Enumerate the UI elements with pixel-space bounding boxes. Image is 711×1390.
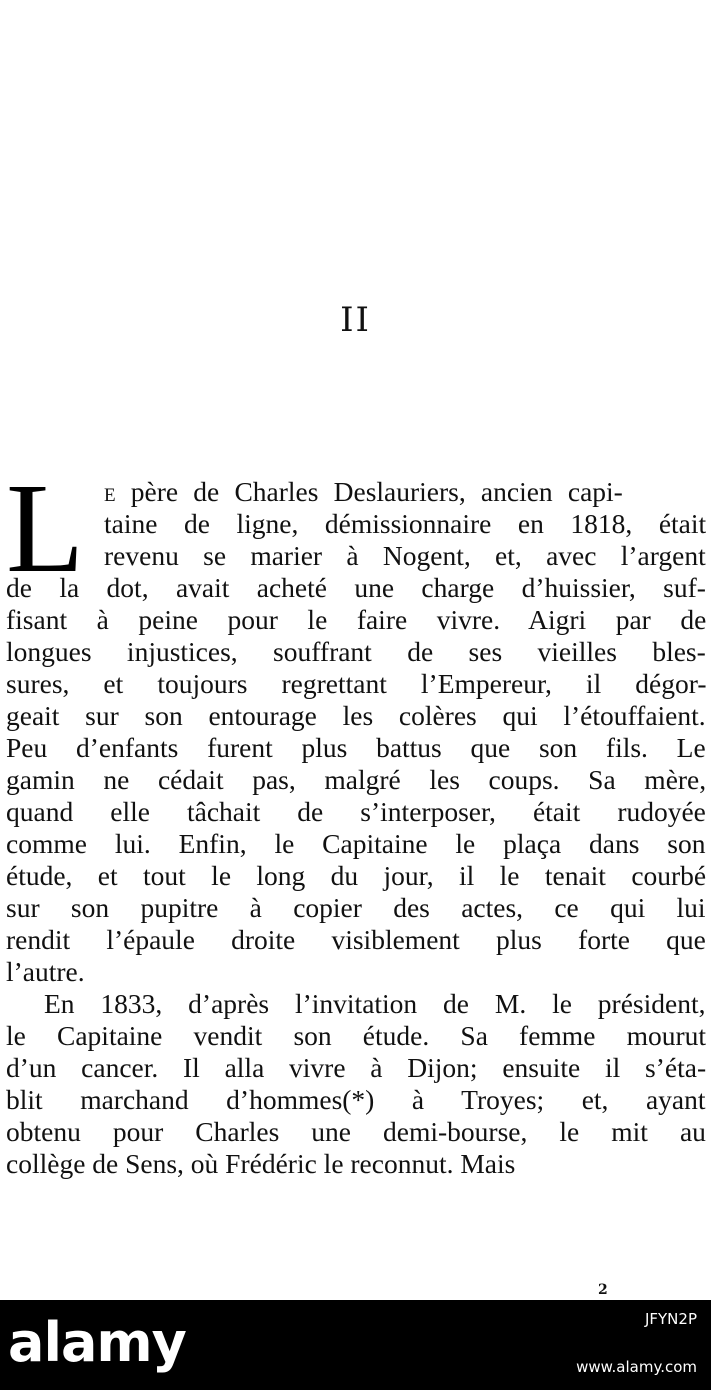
text-line-4: de la dot, avait acheté une charge d’huissier, suf- — [6, 572, 706, 603]
text-line-8: geait sur son entourage les colères qui l’étouffaient. — [6, 700, 706, 731]
text-line-6: longues injustices, souffrant de ses vieilles bles- — [6, 636, 706, 667]
text-line-15: rendit l’épaule droite visiblement plus forte que — [6, 924, 706, 955]
text-line-19: d’un cancer. Il alla vivre à Dijon; ensuite il s’éta- — [6, 1052, 707, 1083]
text-line-13: étude, et tout le long du jour, il le tenait courbé — [6, 860, 707, 891]
text-line-3: revenu se marier à Nogent, et, avec l’argent — [104, 540, 706, 571]
text-line-12: comme lui. Enfin, le Capitaine le plaça dans son — [6, 828, 706, 859]
text-line-18: le Capitaine vendit son étude. Sa femme mourut — [6, 1020, 707, 1051]
text-line-7: sures, et toujours regrettant l’Empereur, il dégor- — [6, 668, 707, 699]
image-id-label: JFYN2P — [644, 1310, 697, 1328]
text-line-20: blit marchand d’hommes(*) à Troyes; et, ayant — [6, 1084, 706, 1115]
watermark-banner — [0, 1300, 711, 1390]
text-line-21: obtenu pour Charles une demi-bourse, le mit au — [6, 1116, 706, 1147]
text-line-1 — [104, 476, 623, 508]
text-line-1-content: père de Charles Deslauriers, ancien capi- — [115, 476, 623, 507]
text-line-9: Peu d’enfants furent plus battus que son fils. Le — [6, 732, 706, 763]
drop-cap: L — [6, 457, 85, 599]
first-word-rest: e — [104, 476, 116, 507]
text-line-14: sur son pupitre à copier des actes, ce qui lui — [6, 892, 706, 923]
page-signature-mark: 2 — [598, 1282, 608, 1298]
watermark-logo: alamy — [8, 1311, 186, 1374]
text-line-17: En 1833, d’après l’invitation de M. le président, — [44, 988, 706, 1019]
text-line-22: collège de Sens, où Frédéric le reconnut. Mais — [6, 1148, 516, 1179]
text-line-11: quand elle tâchait de s’interposer, était rudoyée — [6, 796, 706, 827]
site-url-label: www.alamy.com — [576, 1358, 697, 1376]
text-line-2: taine de ligne, démissionnaire en 1818, était — [104, 508, 707, 539]
text-line-16: l’autre. — [6, 956, 85, 987]
text-line-5: fisant à peine pour le faire vivre. Aigri par de — [6, 604, 707, 635]
text-line-10: gamin ne cédait pas, malgré les coups. Sa mère, — [6, 764, 707, 795]
chapter-heading: II — [340, 300, 371, 340]
